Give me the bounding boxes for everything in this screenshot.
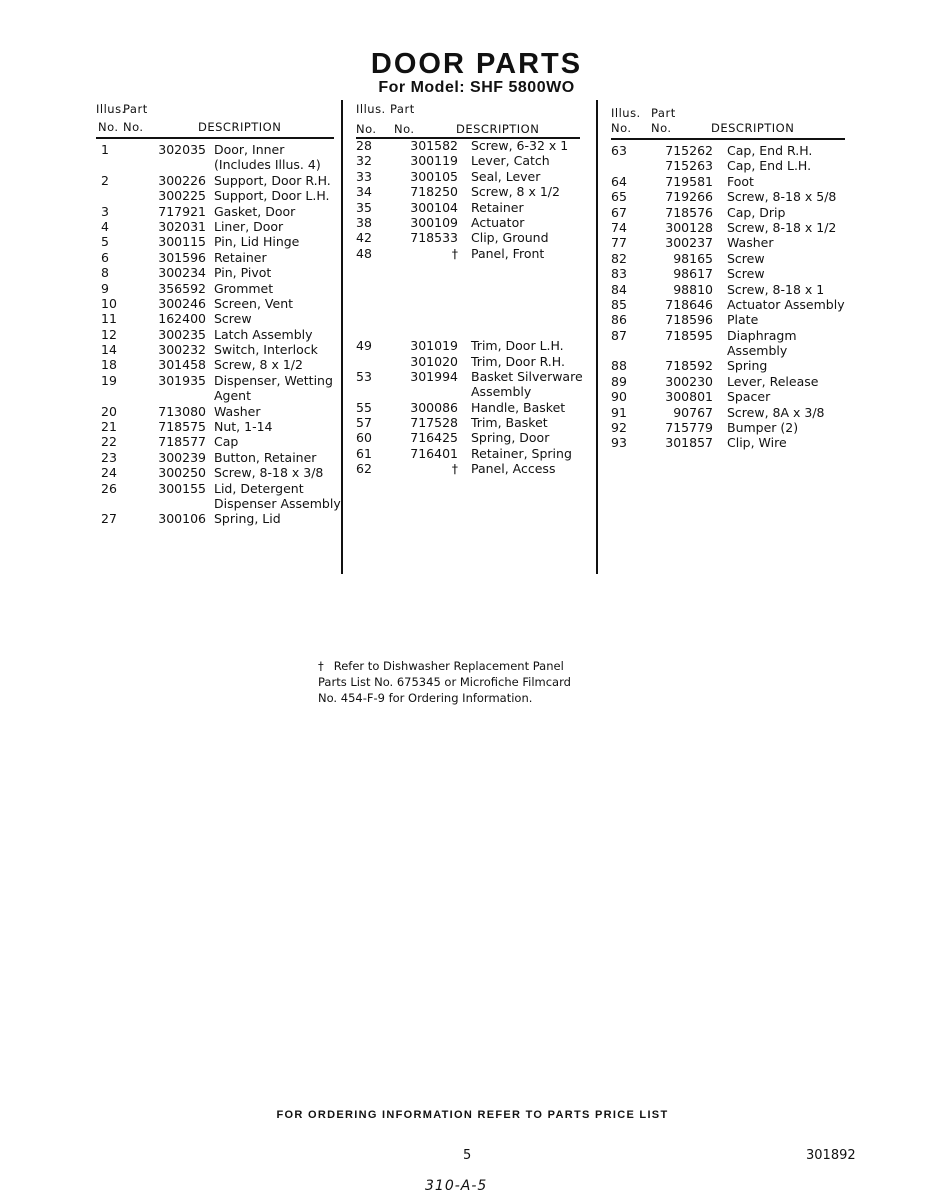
- part-number: 300119: [410, 153, 458, 169]
- column-divider: [341, 100, 343, 574]
- part-description: Clip, Wire: [727, 435, 787, 451]
- part-number: 719581: [665, 173, 713, 189]
- parts-row: [611, 420, 845, 435]
- footnote-line: No. 454-F-9 for Ordering Information.: [318, 691, 533, 705]
- part-description: Panel, Access: [471, 461, 556, 477]
- part-description: Support, Door R.H.: [214, 172, 331, 188]
- part-number: 356592: [158, 280, 206, 296]
- part-number: 715779: [665, 420, 713, 436]
- illus-number: 14: [101, 342, 117, 358]
- part-description: Screw, 8-18 x 3/8: [214, 465, 324, 481]
- document-number: 301892: [806, 1148, 856, 1163]
- part-description: Screw, 8 x 1/2: [214, 357, 303, 373]
- part-description: Screen, Vent: [214, 295, 294, 311]
- part-number: 302035: [158, 142, 206, 157]
- illus-no-header: No.: [611, 121, 632, 135]
- parts-row: [356, 138, 580, 153]
- part-description: Spring, Lid: [214, 511, 281, 527]
- parts-row: [96, 142, 334, 157]
- illus-number: 84: [611, 281, 627, 297]
- parts-row: [356, 169, 580, 184]
- part-number: 300230: [665, 373, 713, 389]
- footnote-line: Parts List No. 675345 or Microfiche Filmcard: [318, 675, 571, 689]
- part-number: 300235: [158, 326, 206, 342]
- part-description: Trim, Door R.H.: [471, 353, 565, 369]
- parts-row: [611, 297, 845, 312]
- illus-number: 6: [101, 249, 109, 265]
- part-number: 301994: [410, 368, 458, 384]
- parts-row: [611, 205, 845, 220]
- illus-number: 85: [611, 296, 627, 312]
- part-description: Spring, Door: [471, 430, 550, 446]
- footnote: [318, 658, 571, 706]
- part-number: 300250: [158, 465, 206, 481]
- part-description: Support, Door L.H.: [214, 188, 330, 204]
- parts-row: [611, 328, 845, 343]
- illus-number: 12: [101, 326, 117, 342]
- header-rule: [611, 138, 845, 140]
- illus-number: 61: [356, 445, 372, 461]
- part-number: 300155: [158, 480, 206, 496]
- parts-row: [611, 343, 845, 358]
- illus-header: Illus.: [611, 106, 641, 120]
- part-description: Screw: [214, 311, 252, 327]
- part-number: 300246: [158, 295, 206, 311]
- illus-number: 93: [611, 435, 627, 451]
- part-number: 717921: [158, 203, 206, 219]
- part-number: 718533: [410, 230, 458, 246]
- parts-row: [356, 430, 580, 445]
- parts-row: [356, 230, 580, 245]
- column-header: [611, 100, 845, 138]
- part-number: 300226: [158, 172, 206, 188]
- header-rule: [96, 137, 334, 139]
- parts-row: [611, 220, 845, 235]
- part-description: Screw, 8 x 1/2: [471, 184, 560, 200]
- illus-number: 4: [101, 218, 109, 234]
- part-number: †: [451, 461, 458, 477]
- part-description: Screw, 6-32 x 1: [471, 138, 569, 153]
- part-description: Handle, Basket: [471, 399, 566, 415]
- part-description: Retainer: [214, 249, 267, 265]
- parts-row: [356, 215, 580, 230]
- part-description: Foot: [727, 173, 754, 189]
- part-description: Agent: [214, 388, 251, 404]
- column-header: [356, 100, 580, 138]
- parts-row: [96, 404, 334, 419]
- illus-header: Illus.: [356, 102, 386, 116]
- part-description: (Includes Illus. 4): [214, 157, 321, 173]
- part-description: Spacer: [727, 389, 771, 405]
- parts-column-1: [96, 100, 341, 527]
- illus-number: 86: [611, 312, 627, 328]
- illus-number: 32: [356, 153, 372, 169]
- column-header: [96, 100, 334, 138]
- parts-row: [96, 388, 334, 403]
- part-description: Clip, Ground: [471, 230, 549, 246]
- parts-row: [356, 384, 580, 399]
- part-number: 300106: [158, 511, 206, 527]
- illus-number: 89: [611, 373, 627, 389]
- parts-row: [96, 281, 334, 296]
- parts-list: [611, 143, 845, 451]
- illus-number: 63: [611, 143, 627, 158]
- illus-number: 11: [101, 311, 117, 327]
- illus-number: 74: [611, 219, 627, 235]
- part-number: 718595: [665, 327, 713, 343]
- part-number: 300801: [665, 389, 713, 405]
- parts-row: [611, 374, 845, 389]
- column-divider: [596, 100, 598, 574]
- part-number: 718592: [665, 358, 713, 374]
- part-number: 90767: [673, 404, 713, 420]
- part-description: Grommet: [214, 280, 274, 296]
- parts-row: [611, 389, 845, 404]
- part-number: 98810: [673, 281, 713, 297]
- part-number: 301020: [410, 353, 458, 369]
- part-no-header: No.: [394, 122, 415, 136]
- illus-number: 65: [611, 189, 627, 205]
- illus-number: 87: [611, 327, 627, 343]
- illus-number: 8: [101, 265, 109, 281]
- part-description: Screw: [727, 250, 765, 266]
- part-number: 300105: [410, 168, 458, 184]
- part-header: Part: [390, 102, 415, 116]
- parts-list: [96, 142, 341, 527]
- illus-number: 26: [101, 480, 117, 496]
- illus-number: 83: [611, 266, 627, 282]
- parts-row: [96, 357, 334, 372]
- part-description: Retainer, Spring: [471, 445, 572, 461]
- dagger-symbol: †: [318, 659, 324, 673]
- part-number: 98165: [673, 250, 713, 266]
- parts-row: [611, 405, 845, 420]
- part-number: 718646: [665, 296, 713, 312]
- parts-row: [356, 200, 580, 215]
- part-description: Retainer: [471, 199, 524, 215]
- parts-row: [611, 143, 845, 158]
- parts-list-top: [356, 138, 580, 261]
- part-number: 302031: [158, 218, 206, 234]
- footnote-line: † Refer to Dishwasher Replacement Panel: [318, 659, 564, 673]
- handwritten-code: 310-A-5: [425, 1178, 488, 1194]
- part-number: 300115: [158, 234, 206, 250]
- part-number: 718596: [665, 312, 713, 328]
- description-header: DESCRIPTION: [456, 122, 540, 136]
- part-description: Dispenser Assembly: [214, 495, 341, 511]
- part-number: 301935: [158, 372, 206, 388]
- page-title: DOOR PARTS: [370, 48, 583, 80]
- parts-row: [611, 174, 845, 189]
- parts-column-2: [356, 100, 583, 477]
- parts-row: [96, 204, 334, 219]
- part-description: Lever, Catch: [471, 153, 550, 169]
- illus-number: 34: [356, 184, 372, 200]
- illus-number: 92: [611, 420, 627, 436]
- part-number: 301458: [158, 357, 206, 373]
- part-number: 300225: [158, 188, 206, 204]
- illus-number: 23: [101, 449, 117, 465]
- description-header: DESCRIPTION: [198, 120, 282, 134]
- part-number: 300128: [665, 219, 713, 235]
- part-number: †: [451, 245, 458, 261]
- parts-row: [96, 173, 334, 188]
- illus-number: 2: [101, 172, 109, 188]
- part-description: Lever, Release: [727, 373, 819, 389]
- parts-list: [356, 138, 583, 477]
- part-description: Nut, 1-14: [214, 419, 273, 435]
- parts-row: [96, 434, 334, 449]
- parts-row: [356, 446, 580, 461]
- model-subtitle: For Model: SHF 5800WO: [378, 79, 575, 96]
- part-description: Screw, 8-18 x 1: [727, 281, 825, 297]
- part-description: Assembly: [471, 384, 532, 400]
- parts-row: [96, 450, 334, 465]
- illus-number: 64: [611, 173, 627, 189]
- part-description: Seal, Lever: [471, 168, 541, 184]
- part-description: Button, Retainer: [214, 449, 317, 465]
- part-description: Screw, 8-18 x 5/8: [727, 189, 837, 205]
- illus-number: 3: [101, 203, 109, 219]
- illus-number: 82: [611, 250, 627, 266]
- illus-no-header: No.: [98, 120, 119, 134]
- part-description: Liner, Door: [214, 218, 284, 234]
- part-description: Washer: [214, 403, 261, 419]
- parts-row: [356, 400, 580, 415]
- parts-row: [611, 158, 845, 173]
- illus-number: 28: [356, 138, 372, 153]
- part-number: 716425: [410, 430, 458, 446]
- parts-row: [96, 511, 334, 526]
- parts-row: [96, 419, 334, 434]
- part-number: 715262: [665, 143, 713, 158]
- part-header: Part: [651, 106, 676, 120]
- parts-row: [356, 415, 580, 430]
- illus-number: 24: [101, 465, 117, 481]
- part-number: 301857: [665, 435, 713, 451]
- parts-row: [611, 189, 845, 204]
- part-number: 716401: [410, 445, 458, 461]
- illus-number: 35: [356, 199, 372, 215]
- illus-header: Illus.: [96, 102, 126, 116]
- description-header: DESCRIPTION: [711, 121, 795, 135]
- illus-number: 55: [356, 399, 372, 415]
- part-number: 300104: [410, 199, 458, 215]
- parts-row: [611, 435, 845, 450]
- part-no-header: No.: [123, 120, 144, 134]
- part-number: 301596: [158, 249, 206, 265]
- ordering-note: FOR ORDERING INFORMATION REFER TO PARTS PRICE LIST: [276, 1109, 669, 1121]
- parts-row: [356, 246, 580, 261]
- parts-row: [96, 250, 334, 265]
- page-number: 5: [463, 1148, 472, 1163]
- part-number: 718577: [158, 434, 206, 450]
- parts-row: [96, 373, 334, 388]
- illus-number: 19: [101, 372, 117, 388]
- illus-number: 91: [611, 404, 627, 420]
- part-description: Door, Inner: [214, 142, 285, 157]
- part-number: 300232: [158, 342, 206, 358]
- part-number: 300239: [158, 449, 206, 465]
- parts-row: [611, 312, 845, 327]
- part-number: 719266: [665, 189, 713, 205]
- part-description: Cap, End L.H.: [727, 158, 812, 174]
- part-description: Lid, Detergent: [214, 480, 304, 496]
- parts-row: [96, 481, 334, 496]
- illus-number: 38: [356, 214, 372, 230]
- parts-row: [96, 265, 334, 280]
- part-description: Actuator: [471, 214, 525, 230]
- illus-number: 67: [611, 204, 627, 220]
- part-number: 717528: [410, 415, 458, 431]
- part-description: Panel, Front: [471, 245, 545, 261]
- parts-row: [96, 465, 334, 480]
- illus-number: 20: [101, 403, 117, 419]
- parts-row: [96, 327, 334, 342]
- part-description: Latch Assembly: [214, 326, 313, 342]
- part-description: Diaphragm: [727, 327, 797, 343]
- parts-row: [356, 368, 583, 384]
- illus-number: 5: [101, 234, 109, 250]
- part-description: Assembly: [727, 343, 788, 359]
- illus-number: 90: [611, 389, 627, 405]
- parts-row: [356, 338, 580, 353]
- illus-number: 62: [356, 461, 372, 477]
- illus-number: 60: [356, 430, 372, 446]
- illus-no-header: No.: [356, 122, 377, 136]
- illus-number: 88: [611, 358, 627, 374]
- parts-column-3: [611, 100, 845, 451]
- part-no-header: No.: [651, 121, 672, 135]
- part-description: Bumper (2): [727, 420, 799, 436]
- illus-number: 33: [356, 168, 372, 184]
- part-description: Screw, 8-18 x 1/2: [727, 219, 837, 235]
- part-number: 300086: [410, 399, 458, 415]
- parts-row: [96, 311, 334, 326]
- part-description: Cap: [214, 434, 239, 450]
- illus-number: 42: [356, 230, 372, 246]
- parts-row: [356, 184, 580, 199]
- illus-number: 18: [101, 357, 117, 373]
- parts-row: [611, 282, 845, 297]
- part-description: Screw: [727, 266, 765, 282]
- part-description: Cap, End R.H.: [727, 143, 813, 158]
- part-description: Pin, Lid Hinge: [214, 234, 300, 250]
- part-description: Spring: [727, 358, 768, 374]
- part-number: 718250: [410, 184, 458, 200]
- part-number: 162400: [158, 311, 206, 327]
- parts-row: [356, 461, 580, 476]
- parts-row: [96, 157, 334, 172]
- part-description: Cap, Drip: [727, 204, 786, 220]
- part-number: 301019: [410, 338, 458, 354]
- parts-row: [96, 234, 334, 249]
- part-description: Pin, Pivot: [214, 265, 272, 281]
- part-number: 98617: [673, 266, 713, 282]
- illus-number: 49: [356, 338, 372, 354]
- illus-number: 48: [356, 245, 372, 261]
- part-number: 718576: [665, 204, 713, 220]
- illus-number: 22: [101, 434, 117, 450]
- part-description: Gasket, Door: [214, 203, 296, 219]
- parts-row: [611, 358, 845, 373]
- spacer: [356, 261, 580, 338]
- part-description: Washer: [727, 235, 774, 251]
- part-number: 301582: [410, 138, 458, 153]
- part-header: Part: [123, 102, 148, 116]
- illus-number: 27: [101, 511, 117, 527]
- part-description: Plate: [727, 312, 759, 328]
- parts-row: [96, 342, 334, 357]
- parts-row: [96, 296, 334, 311]
- parts-row: [96, 188, 334, 203]
- parts-row: [96, 495, 341, 511]
- parts-row: [611, 266, 845, 281]
- part-description: Trim, Door L.H.: [471, 338, 564, 354]
- illus-number: 77: [611, 235, 627, 251]
- illus-number: 1: [101, 142, 109, 157]
- illus-number: 9: [101, 280, 109, 296]
- illus-number: 10: [101, 295, 117, 311]
- part-number: 300109: [410, 214, 458, 230]
- part-description: Switch, Interlock: [214, 342, 318, 358]
- part-description: Trim, Basket: [471, 415, 548, 431]
- parts-row: [96, 219, 334, 234]
- illus-number: 21: [101, 419, 117, 435]
- part-number: 713080: [158, 403, 206, 419]
- illus-number: 57: [356, 415, 372, 431]
- part-number: 300234: [158, 265, 206, 281]
- part-number: 300237: [665, 235, 713, 251]
- parts-list-bottom: [356, 338, 583, 477]
- part-number: 715263: [665, 158, 713, 174]
- parts-row: [356, 153, 580, 168]
- parts-row: [611, 235, 845, 250]
- part-description: Actuator Assembly: [727, 296, 845, 312]
- parts-row: [611, 251, 845, 266]
- part-description: Screw, 8A x 3/8: [727, 404, 825, 420]
- illus-number: 53: [356, 368, 372, 384]
- part-description: Basket Silverware: [471, 368, 583, 384]
- parts-row: [356, 354, 580, 369]
- part-number: 718575: [158, 419, 206, 435]
- part-description: Dispenser, Wetting: [214, 372, 333, 388]
